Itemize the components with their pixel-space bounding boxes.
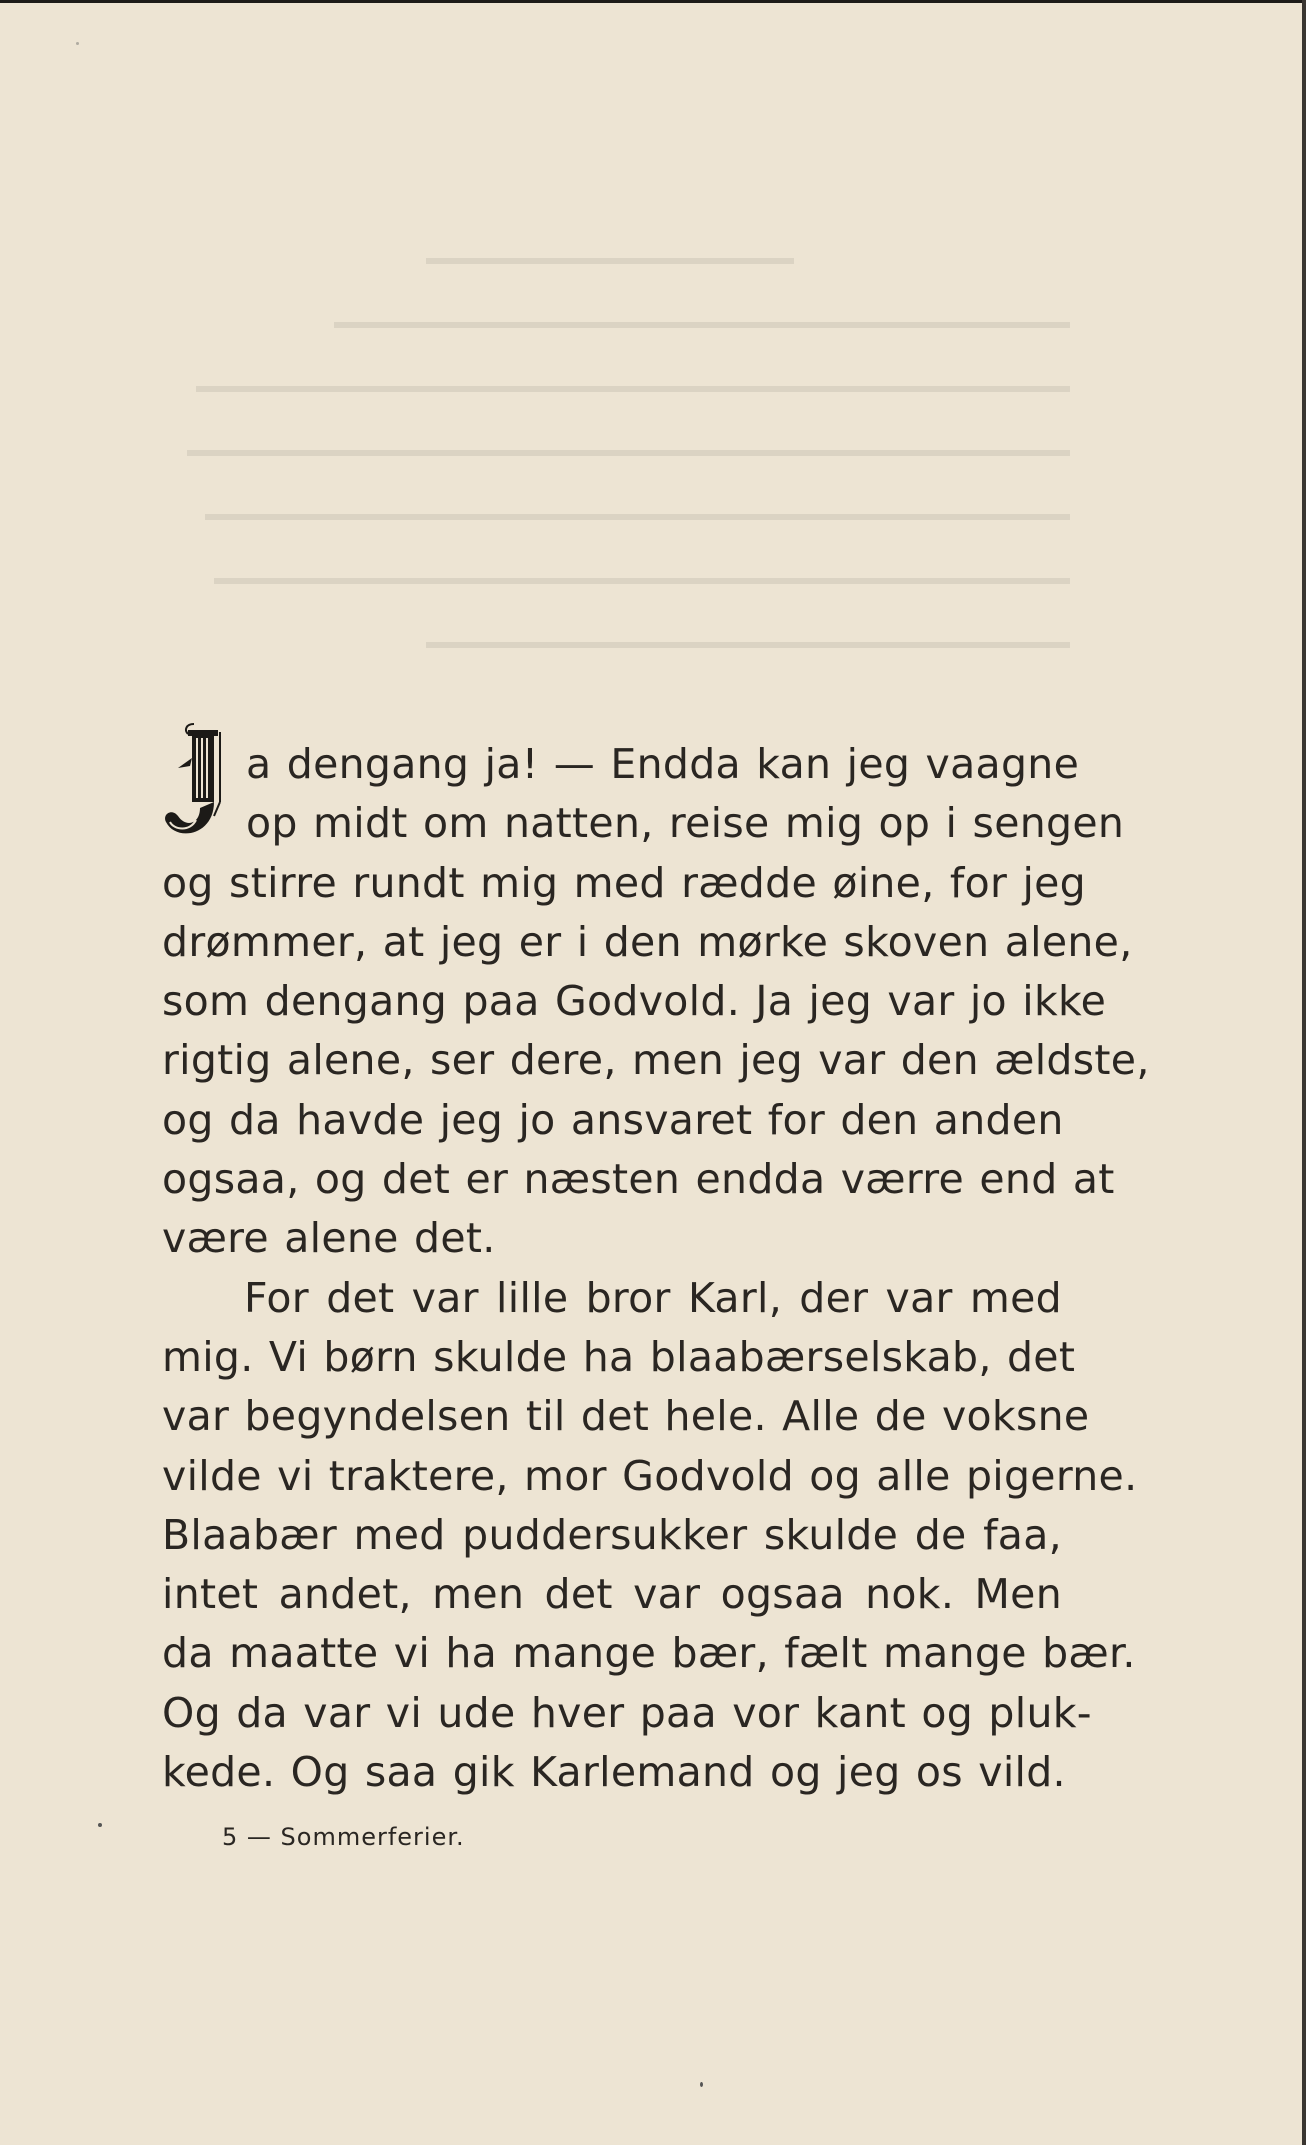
text-line: ogsaa, og det er næsten endda værre end at	[162, 1155, 1115, 1204]
text-line: op midt om natten, reise mig op i sengen	[246, 799, 1125, 848]
text-line: Blaabær med puddersukker skulde de faa,	[162, 1510, 1062, 1559]
paper-speck	[76, 42, 79, 45]
text-line: drømmer, at jeg er i den mørke skoven alene,	[162, 917, 1133, 966]
text-line: som dengang paa Godvold. Ja jeg var jo ikke	[162, 977, 1107, 1026]
text-line: vilde vi traktere, mor Godvold og alle pigerne.	[162, 1451, 1138, 1500]
signature-mark: 5 — Sommerferier.	[222, 1823, 465, 1851]
show-through-texture	[150, 200, 1070, 760]
paper-speck	[98, 1823, 102, 1827]
text-line: a dengang ja! — Endda kan jeg vaagne	[246, 740, 1080, 788]
text-line: mig. Vi børn skulde ha blaabærselskab, det	[162, 1332, 1076, 1381]
story-text	[162, 735, 1150, 1802]
text-line: rigtig alene, ser dere, men jeg var den ældste,	[162, 1036, 1150, 1085]
page-right-edge	[1302, 0, 1306, 2145]
paper-speck	[700, 2082, 703, 2087]
text-line: da maatte vi ha mange bær, fælt mange bær.	[162, 1629, 1136, 1678]
text-line: og da havde jeg jo ansvaret for den anden	[162, 1095, 1064, 1144]
text-line: For det var lille bror Karl, der var med	[244, 1273, 1062, 1322]
text-line: var begyndelsen til det hele. Alle de voksne	[162, 1392, 1090, 1441]
text-line: intet andet, men det var ogsaa nok. Men	[162, 1570, 1062, 1619]
text-line: kede. Og saa gik Karlemand og jeg os vild.	[162, 1748, 1066, 1797]
text-line: være alene det.	[162, 1214, 496, 1263]
text-line: og stirre rundt mig med rædde øine, for jeg	[162, 858, 1087, 907]
text-line: Og da var vi ude hver paa vor kant og pluk-	[162, 1688, 1092, 1737]
page-top-edge	[0, 0, 1306, 3]
